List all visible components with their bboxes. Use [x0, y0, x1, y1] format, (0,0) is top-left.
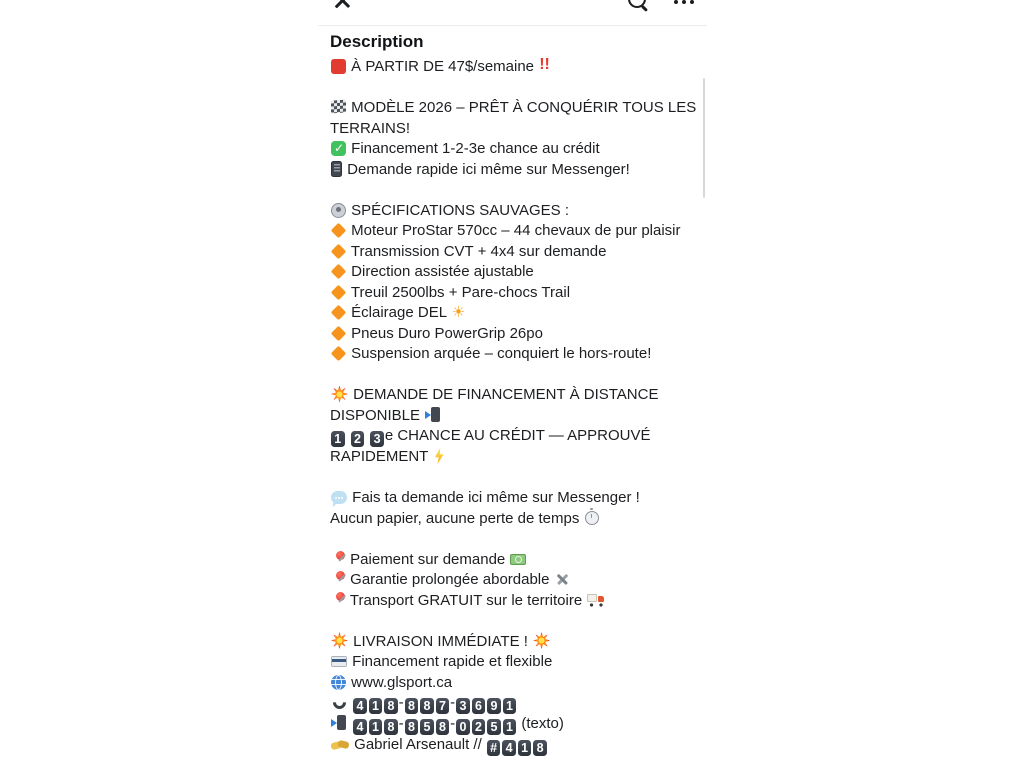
keycap-4: 4 [502, 740, 516, 757]
keycap-8: 8 [384, 719, 398, 736]
search-icon[interactable] [628, 0, 650, 14]
keycap-8: 8 [436, 719, 450, 736]
keycap-8: 8 [533, 740, 547, 757]
orange-diamond-icon [331, 264, 347, 280]
chequered-flag-icon [331, 99, 346, 113]
description-line: Demande rapide ici même sur Messenger! [330, 160, 706, 181]
description-line: À PARTIR DE 47$/semaine !! [330, 57, 706, 78]
description-line: Gabriel Arsenault // # 4 1 8 [330, 735, 706, 756]
description-line: Suspension arquée – conquiert le hors-route! [330, 344, 706, 365]
description-line [330, 180, 706, 201]
keycap-0: 0 [456, 719, 470, 736]
keycap-3: 3 [370, 431, 384, 448]
orange-diamond-icon [331, 325, 347, 341]
speech-bubble-icon [331, 491, 347, 504]
listing-description-sheet [318, 0, 707, 768]
double-exclamation-icon [539, 58, 552, 74]
check-mark-icon [331, 141, 346, 156]
scrollbar-thumb[interactable] [703, 78, 706, 198]
keycap-9: 9 [487, 698, 501, 715]
description-line: Transport GRATUIT sur le territoire [330, 591, 706, 612]
section-title: Description [330, 32, 424, 51]
keycap-7: 7 [436, 698, 450, 715]
phone-receiver-icon [331, 694, 347, 710]
description-line: Pneus Duro PowerGrip 26po [330, 324, 706, 345]
globe-icon [331, 675, 346, 690]
sun-icon [452, 304, 467, 320]
description-line [330, 468, 706, 489]
topbar [318, 0, 707, 25]
description-line: Fais ta demande ici même sur Messenger ! [330, 488, 706, 509]
collision-icon [331, 632, 348, 649]
keycap-2: 2 [472, 719, 486, 736]
keycap-1: 1 [369, 698, 383, 715]
orange-diamond-icon [331, 243, 347, 259]
keycap-2: 2 [351, 431, 365, 448]
description-line: Direction assistée ajustable [330, 262, 706, 283]
keycap-8: 8 [420, 698, 434, 715]
hammer-wrench-icon [555, 572, 571, 587]
lightning-icon [433, 448, 445, 464]
description-line: 4 1 8 - 8 5 8 - 0 2 5 1 (texto) [330, 714, 706, 735]
orange-diamond-icon [331, 346, 347, 362]
description-line: Éclairage DEL ☀ [330, 303, 706, 324]
description-line: Garantie prolongée abordable [330, 570, 706, 591]
description-line: Moteur ProStar 570cc – 44 chevaux de pur plaisir [330, 221, 706, 242]
pushpin-icon [331, 551, 345, 567]
description-line: Financement rapide et flexible [330, 652, 706, 673]
pushpin-icon [331, 592, 345, 608]
collision-icon [533, 632, 550, 649]
description-line: DEMANDE DE FINANCEMENT À DISTANCE DISPONIBLE [330, 386, 659, 424]
description-line [330, 78, 706, 99]
keycap-4: 4 [353, 719, 367, 736]
keycap-8: 8 [405, 698, 419, 715]
keycap-#: # [487, 740, 501, 757]
description-line [330, 611, 706, 632]
wheel-icon [331, 203, 346, 218]
phone-arrow-icon [331, 715, 347, 731]
keycap-1: 1 [503, 698, 517, 715]
description-line [330, 529, 706, 550]
phone-arrow-icon [425, 407, 441, 423]
keycap-8: 8 [405, 719, 419, 736]
description-line: Paiement sur demande [330, 550, 706, 571]
orange-diamond-icon [331, 305, 347, 321]
description-line: SPÉCIFICATIONS SAUVAGES : [330, 201, 706, 222]
red-square-icon [331, 59, 346, 74]
description-line: LIVRAISON IMMÉDIATE ! [330, 632, 706, 653]
description-line: Treuil 2500lbs + Pare-chocs Trail [330, 283, 706, 304]
description-line: MODÈLE 2026 – PRÊT À CONQUÉRIR TOUS LES TERRAINS! [330, 99, 697, 137]
keycap-5: 5 [420, 719, 434, 736]
keycap-1: 1 [503, 719, 517, 736]
keycap-1: 1 [331, 431, 345, 448]
orange-diamond-icon [331, 284, 347, 300]
keycap-4: 4 [353, 698, 367, 715]
handshake-icon [331, 739, 349, 751]
topbar-divider [318, 25, 707, 26]
delivery-truck-icon [587, 594, 605, 607]
orange-diamond-icon [331, 223, 347, 239]
close-icon[interactable] [333, 0, 351, 9]
description-line: ✓ Financement 1-2-3e chance au crédit [330, 139, 706, 160]
stopwatch-icon [585, 511, 599, 525]
credit-card-icon [331, 656, 347, 667]
description-line: Transmission CVT + 4x4 sur demande [330, 242, 706, 263]
description-line: www.glsport.ca [330, 673, 706, 694]
money-wings-icon [510, 554, 526, 565]
keycap-6: 6 [472, 698, 486, 715]
description-line [330, 365, 706, 386]
collision-icon [331, 386, 348, 403]
pushpin-icon [331, 571, 345, 587]
description-lines [330, 57, 706, 756]
mobile-phone-icon [331, 161, 342, 177]
keycap-1: 1 [369, 719, 383, 736]
keycap-1: 1 [518, 740, 532, 757]
description-line: 1 2 3 e CHANCE AU CRÉDIT — APPROUVÉ RAPIDEMENT [330, 427, 651, 465]
keycap-8: 8 [384, 698, 398, 715]
more-options-icon[interactable] [674, 0, 700, 6]
keycap-5: 5 [487, 719, 501, 736]
description-line: 4 1 8 - 8 8 7 - 3 6 9 1 [330, 693, 706, 714]
keycap-3: 3 [456, 698, 470, 715]
description-line: Aucun papier, aucune perte de temps [330, 509, 706, 530]
